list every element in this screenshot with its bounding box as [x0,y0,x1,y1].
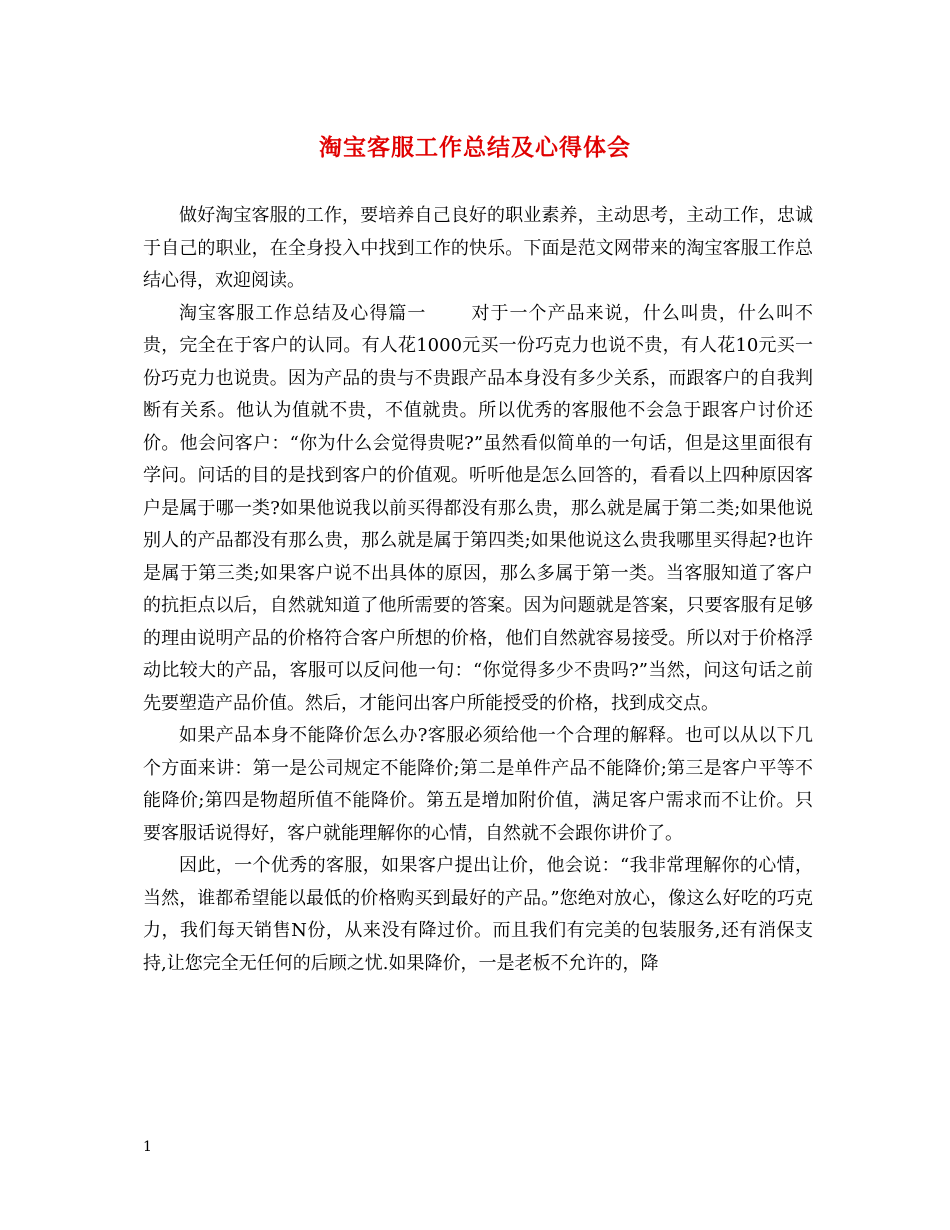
paragraph-intro [143,200,813,298]
paragraph-section-one-text: 对于一个产品来说，什么叫贵，什么叫不贵，完全在于客户的认同。有人花1000元买一份巧克力也说不贵，有人花10元买一份巧克力也说贵。因为产品的贵与不贵跟产品本身没有多少关系，而跟客户的自我判断有关系。他认为值就不贵，不值就贵。所以优秀的客服他不会急于跟客户讨价还价。他会问客户：“你为什么会觉得贵呢?”虽然看似简单的一句话，但是这里面很有学问。问话的目的是找到客户的价值观。听听他是怎么回答的，看看以上四种原因客户是属于哪一类?如果他说我以前买得都没有那么贵，那么就是属于第二类;如果他说别人的产品都没有那么贵，那么就是属于第四类;如果他说这么贵我哪里买得起?也许是属于第三类;如果客户说不出具体的原因，那么多属于第一类。当客服知道了客户的抗拒点以后，自然就知道了他所需要的答案。因为问题就是答案，只要客服有足够的理由说明产品的价格符合客户所想的价格，他们自然就容易接受。所以对于价格浮动比较大的产品，客服可以反问他一句：“你觉得多少不贵吗?”当然，问这句话之前先要塑造产品价值。然后，才能问出客户所能授受的价格，找到成交点。 [143,302,814,714]
paragraph-section-one [143,298,813,721]
paragraph-therefore-text: 因此，一个优秀的客服，如果客户提出让价，他会说：“我非常理解你的心情，当然，谁都希望能以最低的价格购买到最好的产品。”您绝对放心，像这么好吃的巧克力，我们每天销售N份，从来没有降过价。而且我们有完美的包装服务,还有消保支持,让您完全无任何的后顾之忧.如果降价，一是老板不允许的，降 [143,855,813,974]
section-heading: 淘宝客服工作总结及心得篇一 [179,302,427,324]
document-title: 淘宝客服工作总结及心得体会 [319,134,631,161]
paragraph-therefore [143,850,813,980]
document-body [143,200,813,980]
paragraph-no-discount-text: 如果产品本身不能降价怎么办?客服必须给他一个合理的解释。也可以从以下几个方面来讲：第一是公司规定不能降价;第二是单件产品不能降价;第三是客户平等不能降价;第四是物超所值不能降价。第五是增加附价值，满足客户需求而不让价。只要客服话说得好，客户就能理解你的心情，自然就不会跟你讲价了。 [143,725,813,844]
page-number: 1 [143,1139,152,1155]
paragraph-intro-text: 做好淘宝客服的工作，要培养自己良好的职业素养，主动思考，主动工作，忠诚于自己的职业，在全身投入中找到工作的快乐。下面是范文网带来的淘宝客服工作总结心得，欢迎阅读。 [143,205,813,291]
paragraph-no-discount [143,720,813,850]
